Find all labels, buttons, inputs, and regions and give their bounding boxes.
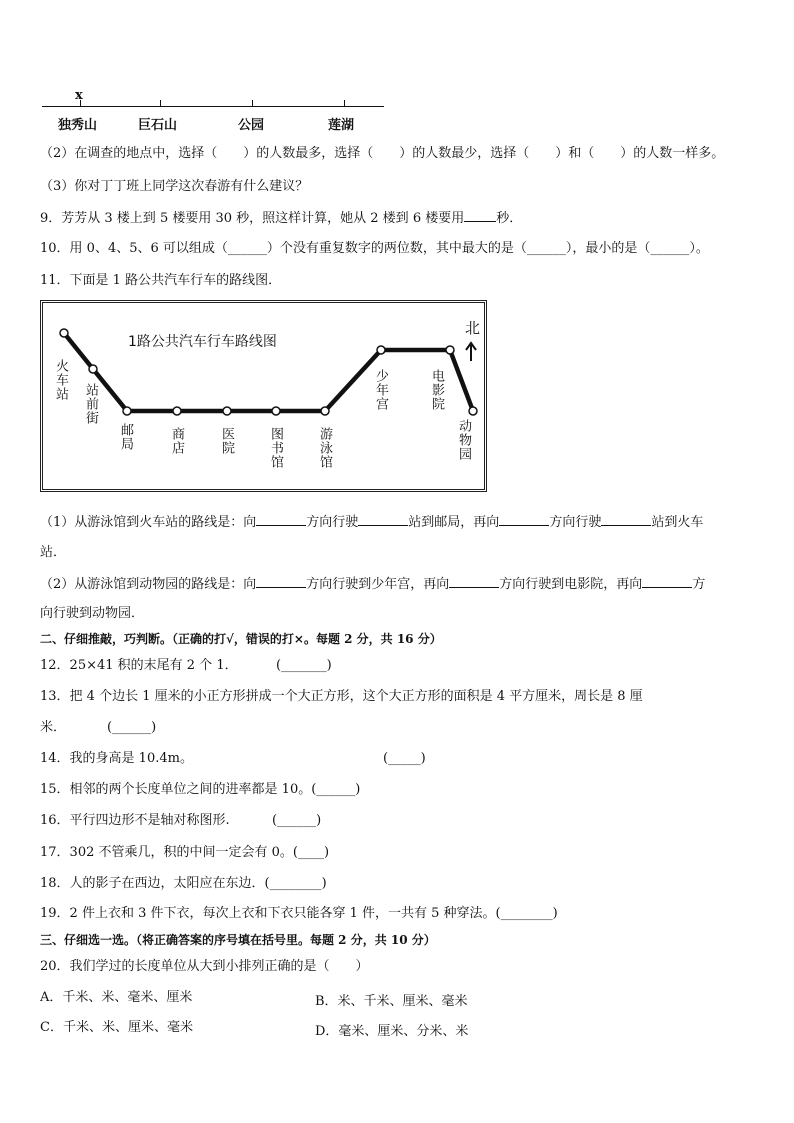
stop-dot bbox=[123, 407, 131, 415]
stop-label-swimming-pool: 游泳馆 bbox=[317, 427, 332, 469]
scale-line bbox=[42, 106, 384, 107]
section-2-heading: 二、仔细推敲，巧判断。（正确的打√，错误的打×。每题 2 分，共 16 分） bbox=[40, 632, 442, 646]
q14-answer-paren[interactable]: (_____) bbox=[383, 751, 426, 766]
stop-label-cinema: 电影院 bbox=[429, 369, 444, 411]
answer-blank[interactable] bbox=[449, 575, 499, 588]
scale-label: 巨石山 bbox=[138, 118, 178, 133]
north-arrow-icon bbox=[466, 343, 476, 361]
question-16: 16．平行四边形不是轴对称图形. bbox=[40, 813, 230, 828]
option-b[interactable]: B．米、千米、厘米、毫米 bbox=[315, 994, 468, 1009]
answer-blank[interactable] bbox=[642, 575, 692, 588]
scale-marker: x bbox=[75, 88, 83, 103]
q12-answer-paren[interactable]: (_______) bbox=[276, 658, 332, 673]
stop-label-zhanqian-street: 站前街 bbox=[83, 383, 98, 425]
answer-blank[interactable] bbox=[499, 513, 549, 526]
north-label: 北 bbox=[465, 319, 481, 337]
option-d[interactable]: D．毫米、厘米、分米、米 bbox=[315, 1024, 469, 1039]
stop-dot bbox=[60, 329, 68, 337]
stop-label-train-station: 火车站 bbox=[53, 359, 68, 401]
q11-sub1: （1）从游泳馆到火车站的路线是：向 方向行驶 站到邮局，再向 方向行驶 站到火车 bbox=[40, 515, 704, 530]
question-12: 12．25×41 积的末尾有 2 个 1． bbox=[40, 658, 238, 673]
bus-route-map bbox=[40, 300, 487, 492]
q9-unit: 秒． bbox=[496, 211, 523, 226]
q9-blank[interactable] bbox=[464, 209, 496, 222]
stop-dot bbox=[223, 407, 231, 415]
scale-tick bbox=[344, 100, 345, 106]
q9-text: 9．芳芳从 3 楼上到 5 楼要用 30 秒，照这样计算，她从 2 楼到 6 楼要用 bbox=[40, 211, 465, 226]
question-19: 19．2 件上衣和 3 件下衣，每次上衣和下衣只能各穿 1 件，一共有 5 种穿法。(________) bbox=[40, 906, 558, 921]
question-18: 18．人的影子在西边，太阳应在东边．(________) bbox=[40, 876, 327, 891]
stop-dot bbox=[272, 407, 280, 415]
stop-label-hospital: 医院 bbox=[219, 427, 234, 455]
q11-sub1-cont: 站． bbox=[40, 545, 67, 560]
option-a[interactable]: A．千米、米、毫米、厘米 bbox=[40, 990, 193, 1005]
scale-label: 公园 bbox=[238, 118, 265, 133]
scale-label: 莲湖 bbox=[328, 118, 355, 133]
stop-dot bbox=[377, 346, 385, 354]
q8-sub3: （3）你对丁丁班上同学这次春游有什么建议？ bbox=[40, 179, 309, 194]
scale-tick bbox=[252, 100, 253, 106]
q11-sub2: （2）从游泳馆到动物园的路线是：向 方向行驶到少年宫，再向 方向行驶到电影院，再向 方 bbox=[40, 577, 706, 592]
stop-label-shop: 商店 bbox=[169, 427, 184, 455]
stop-label-zoo: 动物园 bbox=[456, 419, 471, 461]
q16-answer-paren[interactable]: (______) bbox=[272, 813, 322, 828]
scale-label: 独秀山 bbox=[58, 118, 98, 133]
stop-label-post-office: 邮局 bbox=[118, 423, 133, 451]
question-10: 10．用 0、4、5、6 可以组成（______）个没有重复数字的两位数，其中最大的是（______），最小的是（______）。 bbox=[40, 241, 709, 256]
scale-tick bbox=[160, 100, 161, 106]
answer-blank[interactable] bbox=[358, 513, 408, 526]
stop-dot bbox=[89, 365, 97, 373]
q11-sub2-cont: 向行驶到动物园． bbox=[40, 606, 145, 621]
question-11: 11．下面是 1 路公共汽车行车的路线图． bbox=[40, 273, 282, 288]
answer-blank[interactable] bbox=[256, 513, 306, 526]
question-13: 13．把 4 个边长 1 厘米的小正方形拼成一个大正方形，这个大正方形的面积是 4 平方厘米，周长是 8 厘 bbox=[40, 689, 643, 704]
question-20: 20．我们学过的长度单位从大到小排列正确的是（ ） bbox=[40, 959, 369, 974]
stop-dot bbox=[173, 407, 181, 415]
option-c[interactable]: C．千米、米、厘米、毫米 bbox=[40, 1020, 193, 1035]
question-17: 17．302 不管乘几，积的中间一定会有 0。(____) bbox=[40, 845, 330, 860]
question-14: 14．我的身高是 10.4m。 bbox=[40, 751, 193, 766]
section-3-heading: 三、仔细选一选。（将正确答案的序号填在括号里。每题 2 分，共 10 分） bbox=[40, 933, 436, 947]
q8-sub2: （2）在调查的地点中，选择（ ）的人数最多，选择（ ）的人数最少，选择（ ）和（ ）的人数一样多。 bbox=[40, 146, 725, 161]
stop-label-library: 图书馆 bbox=[268, 427, 283, 469]
stop-dot bbox=[469, 407, 477, 415]
map-title: 1路公共汽车行车路线图 bbox=[128, 334, 277, 350]
answer-blank[interactable] bbox=[601, 513, 651, 526]
question-9 bbox=[40, 209, 522, 227]
scale-tick bbox=[80, 100, 81, 106]
question-15: 15．相邻的两个长度单位之间的进率都是 10。(______) bbox=[40, 782, 361, 797]
question-13-cont: 米． bbox=[40, 720, 67, 735]
stop-label-youth-palace: 少年宫 bbox=[373, 369, 388, 411]
stop-dot bbox=[321, 407, 329, 415]
answer-blank[interactable] bbox=[256, 575, 306, 588]
stop-dot bbox=[446, 346, 454, 354]
q13-answer-paren[interactable]: (______) bbox=[107, 720, 157, 735]
